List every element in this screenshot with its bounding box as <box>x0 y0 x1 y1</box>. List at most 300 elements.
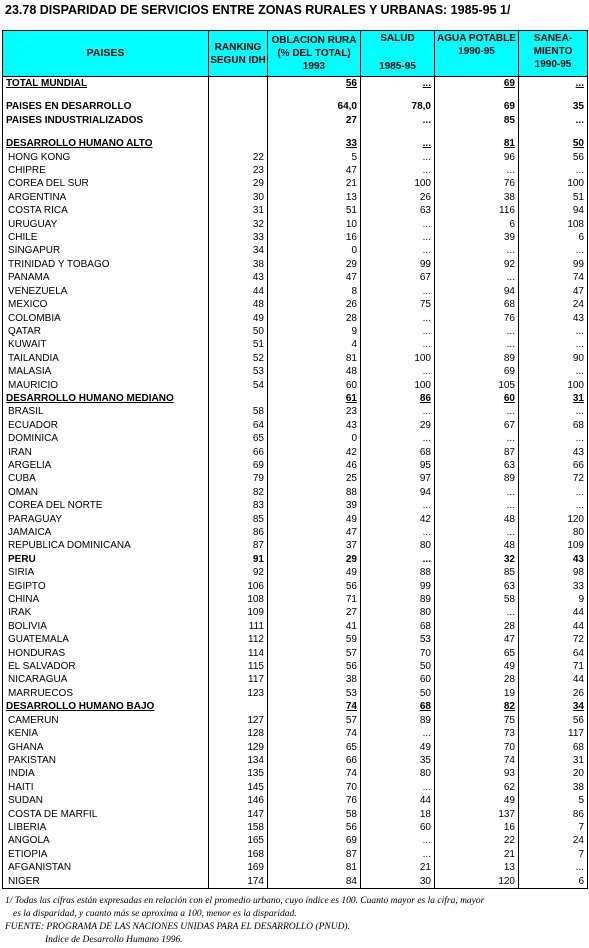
value-cell: 67 <box>361 271 435 284</box>
value-cell: ... <box>435 338 519 351</box>
value-cell: 59 <box>268 633 361 646</box>
value-cell: ... <box>361 114 435 127</box>
value-cell: 58 <box>268 808 361 821</box>
value-cell: 62 <box>435 781 519 794</box>
value-cell: 89 <box>435 472 519 485</box>
header-paises: PAISES <box>3 31 209 77</box>
value-cell: 31 <box>519 392 588 405</box>
value-cell: 86 <box>519 808 588 821</box>
value-cell: 21 <box>268 177 361 190</box>
country-cell: BOLIVIA <box>3 620 209 633</box>
value-cell: 69 <box>268 834 361 847</box>
value-cell <box>209 90 268 100</box>
value-cell: 35 <box>361 754 435 767</box>
table-row <box>3 204 588 217</box>
value-cell <box>361 127 435 137</box>
value-cell: 27 <box>268 114 361 127</box>
value-cell: 38 <box>435 191 519 204</box>
value-cell: 47 <box>268 526 361 539</box>
country-cell: LIBERIA <box>3 821 209 834</box>
country-cell: OMAN <box>3 486 209 499</box>
value-cell: 42 <box>268 446 361 459</box>
value-cell: 129 <box>209 741 268 754</box>
value-cell: 23 <box>209 164 268 177</box>
value-cell: 95 <box>361 459 435 472</box>
country-cell: KENIA <box>3 727 209 740</box>
value-cell: 60 <box>435 392 519 405</box>
services-disparity-table <box>2 30 588 889</box>
table-row <box>3 100 588 113</box>
value-cell: 80 <box>361 767 435 780</box>
value-cell: ... <box>361 526 435 539</box>
header-salud-top: SALUD <box>380 33 415 44</box>
value-cell: 85 <box>209 513 268 526</box>
value-cell: 49 <box>435 794 519 807</box>
value-cell: 134 <box>209 754 268 767</box>
value-cell: 66 <box>519 459 588 472</box>
table-row <box>3 875 588 889</box>
value-cell: 75 <box>435 714 519 727</box>
country-cell: PAISES EN DESARROLLO <box>3 100 209 113</box>
value-cell: 48 <box>435 539 519 552</box>
value-cell: ... <box>361 218 435 231</box>
table-row <box>3 499 588 512</box>
value-cell <box>268 90 361 100</box>
value-cell: 49 <box>435 660 519 673</box>
table-row <box>3 486 588 499</box>
value-cell: 79 <box>209 472 268 485</box>
value-cell: 94 <box>361 486 435 499</box>
value-cell: 66 <box>268 754 361 767</box>
value-cell: 27 <box>268 606 361 619</box>
value-cell: 4 <box>268 338 361 351</box>
table-row <box>3 727 588 740</box>
value-cell: 68 <box>519 741 588 754</box>
value-cell: 100 <box>361 177 435 190</box>
value-cell: ... <box>435 405 519 418</box>
value-cell: 69 <box>435 100 519 113</box>
table-row <box>3 834 588 847</box>
value-cell: ... <box>361 834 435 847</box>
table-row <box>3 446 588 459</box>
value-cell: 87 <box>268 848 361 861</box>
table-row <box>3 526 588 539</box>
value-cell: 74 <box>268 767 361 780</box>
value-cell: 68 <box>361 446 435 459</box>
table-row <box>3 714 588 727</box>
value-cell: 16 <box>268 231 361 244</box>
value-cell: 22 <box>435 834 519 847</box>
value-cell: 47 <box>268 271 361 284</box>
table-row <box>3 338 588 351</box>
value-cell: 34 <box>209 244 268 257</box>
country-cell <box>3 90 209 100</box>
value-cell: 54 <box>209 379 268 392</box>
value-cell: 97 <box>361 472 435 485</box>
value-cell: 29 <box>209 177 268 190</box>
value-cell: 50 <box>209 325 268 338</box>
value-cell: 92 <box>435 258 519 271</box>
value-cell: 29 <box>268 553 361 566</box>
value-cell: 116 <box>435 204 519 217</box>
country-cell: SIRIA <box>3 566 209 579</box>
value-cell: 6 <box>519 875 588 889</box>
value-cell: 60 <box>268 379 361 392</box>
country-cell: REPUBLICA DOMINICANA <box>3 539 209 552</box>
value-cell: 48 <box>435 513 519 526</box>
value-cell: 100 <box>361 379 435 392</box>
value-cell: 26 <box>268 298 361 311</box>
value-cell: 53 <box>361 633 435 646</box>
value-cell: ... <box>361 727 435 740</box>
value-cell: 70 <box>268 781 361 794</box>
value-cell: 18 <box>361 808 435 821</box>
country-cell: PERU <box>3 553 209 566</box>
value-cell: 98 <box>519 566 588 579</box>
value-cell: 47 <box>268 164 361 177</box>
country-cell: COREA DEL SUR <box>3 177 209 190</box>
value-cell: 85 <box>435 566 519 579</box>
value-cell: 74 <box>268 727 361 740</box>
value-cell: ... <box>519 405 588 418</box>
value-cell: ... <box>519 114 588 127</box>
country-cell: HAITI <box>3 781 209 794</box>
country-cell: INDIA <box>3 767 209 780</box>
table-row <box>3 114 588 127</box>
value-cell: 13 <box>435 861 519 874</box>
value-cell: ... <box>435 606 519 619</box>
value-cell: 26 <box>361 191 435 204</box>
country-cell: MAURICIO <box>3 379 209 392</box>
value-cell: ... <box>435 164 519 177</box>
value-cell: 58 <box>435 593 519 606</box>
value-cell: 35 <box>519 100 588 113</box>
value-cell: 147 <box>209 808 268 821</box>
value-cell: 81 <box>268 352 361 365</box>
value-cell: 50 <box>361 687 435 700</box>
country-cell: HONG KONG <box>3 151 209 164</box>
value-cell: 109 <box>209 606 268 619</box>
value-cell: 99 <box>361 258 435 271</box>
table-row <box>3 673 588 686</box>
value-cell: 21 <box>435 848 519 861</box>
country-cell: MEXICO <box>3 298 209 311</box>
value-cell <box>209 114 268 127</box>
value-cell: ... <box>361 285 435 298</box>
value-cell: 32 <box>209 218 268 231</box>
value-cell: 146 <box>209 794 268 807</box>
value-cell: 60 <box>361 673 435 686</box>
value-cell: 60 <box>361 821 435 834</box>
value-cell: 74 <box>435 754 519 767</box>
value-cell: 10 <box>268 218 361 231</box>
table-row <box>3 191 588 204</box>
table-body <box>3 77 588 889</box>
value-cell: ... <box>361 499 435 512</box>
value-cell: 65 <box>435 647 519 660</box>
value-cell: 28 <box>268 312 361 325</box>
value-cell: 25 <box>268 472 361 485</box>
value-cell: 108 <box>209 593 268 606</box>
table-row <box>3 177 588 190</box>
country-cell: PANAMA <box>3 271 209 284</box>
table-row <box>3 352 588 365</box>
value-cell: 67 <box>435 419 519 432</box>
table-row <box>3 231 588 244</box>
value-cell: 93 <box>435 767 519 780</box>
value-cell: 94 <box>435 285 519 298</box>
country-cell: JAMAICA <box>3 526 209 539</box>
value-cell: 81 <box>435 137 519 150</box>
value-cell: 56 <box>268 660 361 673</box>
value-cell: 29 <box>268 258 361 271</box>
value-cell: ... <box>519 486 588 499</box>
country-cell: HONDURAS <box>3 647 209 660</box>
table-row <box>3 151 588 164</box>
value-cell: 174 <box>209 875 268 889</box>
table-row <box>3 325 588 338</box>
value-cell: ... <box>361 164 435 177</box>
footnotes <box>5 895 484 947</box>
country-cell: EL SALVADOR <box>3 660 209 673</box>
country-cell: DESARROLLO HUMANO BAJO <box>3 700 209 713</box>
value-cell <box>435 127 519 137</box>
table-row <box>3 365 588 378</box>
value-cell <box>209 100 268 113</box>
value-cell: 41 <box>268 620 361 633</box>
value-cell: 9 <box>519 593 588 606</box>
value-cell: 48 <box>268 365 361 378</box>
value-cell: 33 <box>519 580 588 593</box>
country-cell: COSTA RICA <box>3 204 209 217</box>
value-cell: 50 <box>361 660 435 673</box>
country-cell: SUDAN <box>3 794 209 807</box>
table-row <box>3 647 588 660</box>
value-cell: 5 <box>519 794 588 807</box>
value-cell <box>361 90 435 100</box>
country-cell: DOMINICA <box>3 432 209 445</box>
value-cell: ... <box>519 325 588 338</box>
value-cell: 47 <box>435 633 519 646</box>
value-cell: 65 <box>209 432 268 445</box>
table-row <box>3 633 588 646</box>
value-cell: 127 <box>209 714 268 727</box>
value-cell: 68 <box>435 298 519 311</box>
value-cell: 70 <box>361 647 435 660</box>
table-row <box>3 379 588 392</box>
value-cell: 117 <box>519 727 588 740</box>
value-cell: 114 <box>209 647 268 660</box>
value-cell: 68 <box>519 419 588 432</box>
value-cell: 63 <box>435 580 519 593</box>
value-cell: 43 <box>519 312 588 325</box>
value-cell: 38 <box>519 781 588 794</box>
value-cell: ... <box>435 325 519 338</box>
value-cell: 64 <box>209 419 268 432</box>
value-cell <box>209 77 268 91</box>
value-cell: 72 <box>519 633 588 646</box>
table-row <box>3 244 588 257</box>
value-cell: 7 <box>519 848 588 861</box>
value-cell: 29 <box>361 419 435 432</box>
value-cell: 108 <box>519 218 588 231</box>
value-cell: 123 <box>209 687 268 700</box>
table-row <box>3 821 588 834</box>
value-cell <box>519 90 588 100</box>
country-cell: NIGER <box>3 875 209 889</box>
value-cell: 43 <box>519 553 588 566</box>
country-cell: ECUADOR <box>3 419 209 432</box>
value-cell: 46 <box>268 459 361 472</box>
footnote-1: 1/ Todas las cifras están expresadas en relación con el promedio urbano, cuyo índice es 100. Cuanto mayor es la cifra, mayor <box>5 896 485 906</box>
value-cell: 6 <box>435 218 519 231</box>
value-cell: 100 <box>519 379 588 392</box>
value-cell: 31 <box>209 204 268 217</box>
value-cell: 96 <box>435 151 519 164</box>
header-agua <box>435 31 519 77</box>
value-cell: 30 <box>361 875 435 889</box>
table-row <box>3 164 588 177</box>
value-cell: 33 <box>268 137 361 150</box>
value-cell: 24 <box>519 298 588 311</box>
country-cell: CHILE <box>3 231 209 244</box>
header-agua-bot: 1990-95 <box>458 46 495 57</box>
value-cell: ... <box>435 432 519 445</box>
value-cell: ... <box>519 432 588 445</box>
value-cell: 38 <box>268 673 361 686</box>
value-cell: ... <box>361 151 435 164</box>
value-cell <box>209 700 268 713</box>
value-cell: 43 <box>519 446 588 459</box>
header-salud <box>361 31 435 77</box>
group-header-row <box>3 392 588 405</box>
value-cell: 33 <box>209 231 268 244</box>
table-row <box>3 566 588 579</box>
table-row <box>3 593 588 606</box>
value-cell <box>209 137 268 150</box>
table-row <box>3 808 588 821</box>
table-row <box>3 660 588 673</box>
value-cell: 92 <box>209 566 268 579</box>
value-cell <box>209 392 268 405</box>
value-cell: 128 <box>209 727 268 740</box>
value-cell: 52 <box>209 352 268 365</box>
value-cell: 106 <box>209 580 268 593</box>
value-cell: ... <box>361 325 435 338</box>
value-cell: ... <box>361 244 435 257</box>
value-cell: 9 <box>268 325 361 338</box>
value-cell: ... <box>519 164 588 177</box>
value-cell: ... <box>519 338 588 351</box>
value-cell: 43 <box>268 419 361 432</box>
value-cell: 38 <box>209 258 268 271</box>
value-cell: 42 <box>361 513 435 526</box>
value-cell: 80 <box>361 539 435 552</box>
page-title: 23.78 DISPARIDAD DE SERVICIOS ENTRE ZONAS RURALES Y URBANAS: 1985-95 1/ <box>5 3 511 17</box>
value-cell: 65 <box>268 741 361 754</box>
value-cell: 49 <box>268 513 361 526</box>
table-row <box>3 606 588 619</box>
value-cell: 88 <box>268 486 361 499</box>
value-cell: 115 <box>209 660 268 673</box>
value-cell: 23 <box>268 405 361 418</box>
value-cell: 39 <box>435 231 519 244</box>
value-cell: 89 <box>361 714 435 727</box>
value-cell: 53 <box>268 687 361 700</box>
country-cell: ANGOLA <box>3 834 209 847</box>
value-cell: 120 <box>435 875 519 889</box>
value-cell: 19 <box>435 687 519 700</box>
value-cell: 8 <box>268 285 361 298</box>
value-cell: 111 <box>209 620 268 633</box>
footnote-2: es la disparidad, y cuanto más se aproxima a 100, menor es la disparidad. <box>13 909 297 919</box>
value-cell: 83 <box>209 499 268 512</box>
table-row <box>3 794 588 807</box>
value-cell: 135 <box>209 767 268 780</box>
value-cell: 117 <box>209 673 268 686</box>
value-cell: 44 <box>519 673 588 686</box>
value-cell: 39 <box>268 499 361 512</box>
country-cell: COLOMBIA <box>3 312 209 325</box>
value-cell: ... <box>361 312 435 325</box>
table-row <box>3 77 588 91</box>
value-cell: 120 <box>519 513 588 526</box>
table-row <box>3 218 588 231</box>
value-cell: 169 <box>209 861 268 874</box>
value-cell: 89 <box>435 352 519 365</box>
table-row <box>3 781 588 794</box>
country-cell: CAMERUN <box>3 714 209 727</box>
value-cell: 0 <box>268 244 361 257</box>
header-saneamiento-bot: 1990-95 <box>534 59 572 70</box>
value-cell: 89 <box>361 593 435 606</box>
value-cell: ... <box>435 499 519 512</box>
value-cell: 57 <box>268 714 361 727</box>
country-cell: TAILANDIA <box>3 352 209 365</box>
country-cell: TRINIDAD Y TOBAGO <box>3 258 209 271</box>
footnote-source: FUENTE: PROGRAMA DE LAS NACIONES UNIDAS PARA EL DESARROLLO (PNUD). <box>5 922 350 932</box>
table-row <box>3 312 588 325</box>
value-cell: 112 <box>209 633 268 646</box>
value-cell: 57 <box>268 647 361 660</box>
value-cell: 74 <box>268 700 361 713</box>
value-cell: 49 <box>209 312 268 325</box>
value-cell: 48 <box>209 298 268 311</box>
country-cell: EGIPTO <box>3 580 209 593</box>
value-cell: ... <box>519 77 588 91</box>
value-cell: 84 <box>268 875 361 889</box>
value-cell: 21 <box>361 861 435 874</box>
table-row <box>3 687 588 700</box>
value-cell: 81 <box>268 861 361 874</box>
value-cell: 44 <box>519 606 588 619</box>
value-cell: ... <box>361 365 435 378</box>
value-cell: 71 <box>519 660 588 673</box>
table-row <box>3 861 588 874</box>
value-cell: ... <box>361 137 435 150</box>
value-cell: 137 <box>435 808 519 821</box>
value-cell: 165 <box>209 834 268 847</box>
value-cell: 87 <box>209 539 268 552</box>
value-cell: 85 <box>435 114 519 127</box>
table-row <box>3 285 588 298</box>
value-cell: 69 <box>435 77 519 91</box>
value-cell: 43 <box>209 271 268 284</box>
value-cell: 16 <box>435 821 519 834</box>
value-cell: 50 <box>519 137 588 150</box>
header-saneamiento-top: SANEA- MIENTO <box>533 33 573 57</box>
value-cell: 49 <box>268 566 361 579</box>
